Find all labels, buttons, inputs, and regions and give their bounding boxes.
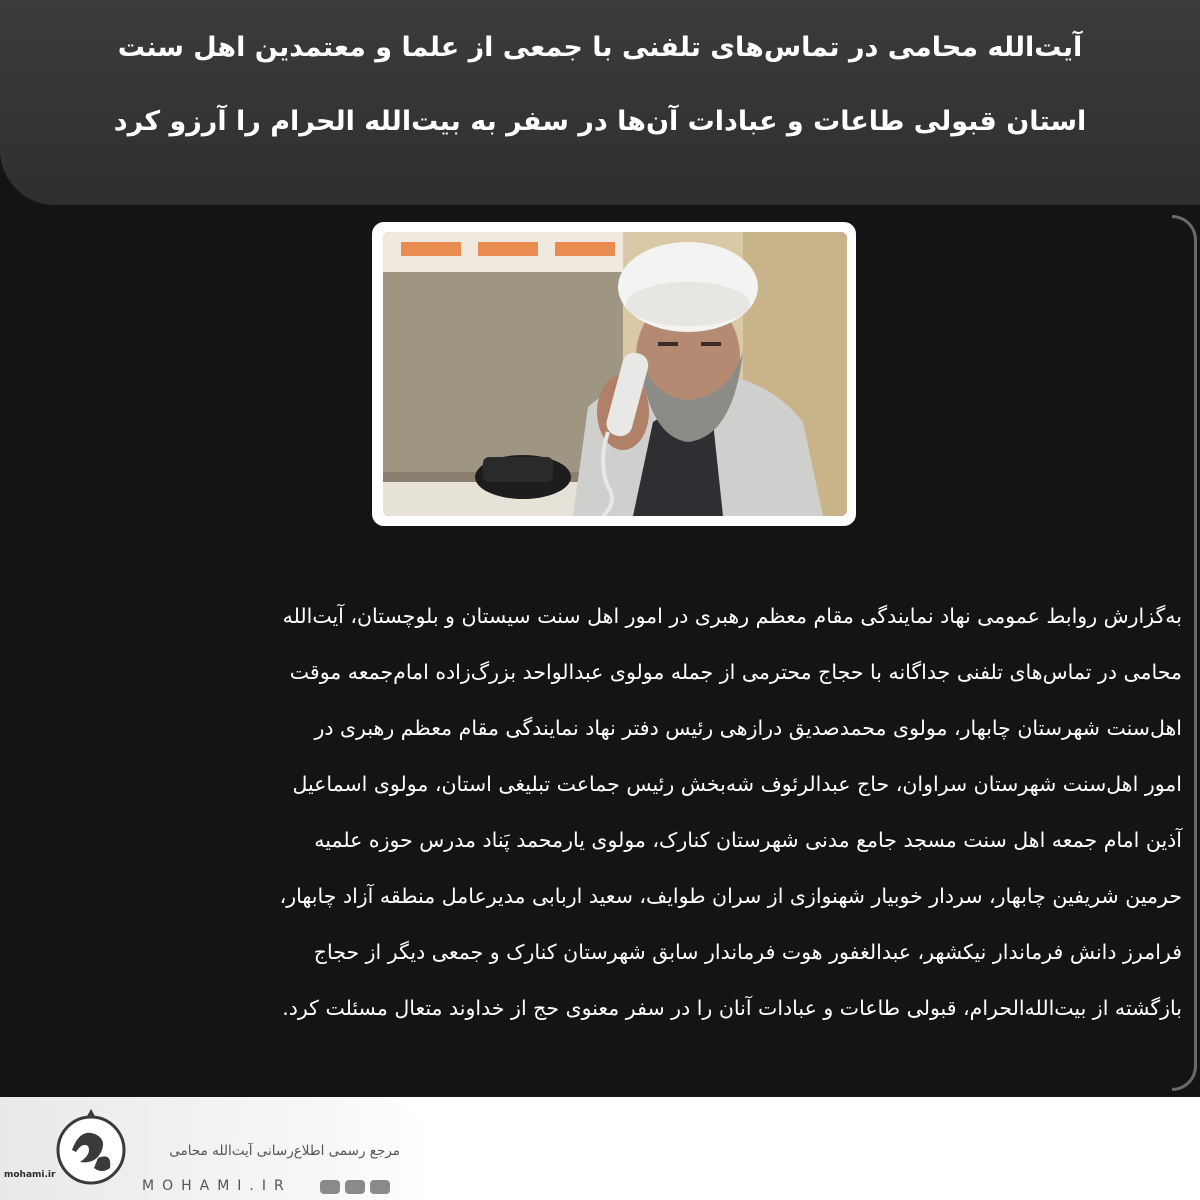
site-url[interactable]: MOHAMI.IR bbox=[142, 1178, 292, 1194]
headline-line-2: استان قبولی طاعات و عبادات آن‌ها در سفر به بیت‌الله الحرام را آرزو کرد bbox=[113, 106, 1087, 137]
article-line: حرمین شریفین چابهار، سردار خوبیار شهنوازی از سران طوایف، سعید اربابی مدیرعامل منطقه آزاد چابهار، bbox=[279, 884, 1182, 908]
camera-icon[interactable] bbox=[345, 1180, 365, 1194]
article-body bbox=[60, 588, 1182, 1036]
social-icons bbox=[320, 1180, 390, 1194]
logo-domain-tag: mohami.ir bbox=[4, 1170, 56, 1180]
headline-line-1: آیت‌الله محامی در تماس‌های تلفنی با جمعی از علما و معتمدین اهل سنت bbox=[117, 32, 1083, 63]
mohami-logo bbox=[50, 1106, 132, 1188]
video-icon[interactable] bbox=[320, 1180, 340, 1194]
article-line: امور اهل‌سنت شهرستان سراوان، حاج عبدالرئوف شه‌بخش رئیس جماعت تبلیغی استان، مولوی اسماعیل bbox=[292, 772, 1182, 796]
news-photo bbox=[383, 232, 847, 516]
official-source-text: مرجع رسمی اطلاع‌رسانی آیت‌الله محامی bbox=[169, 1143, 400, 1159]
article-line: محامی در تماس‌های تلفنی جداگانه با حجاج محترمی از جمله مولوی عبدالواحد بزرگ‌زاده امام‌جمعه موقت bbox=[289, 660, 1182, 684]
article-line: فرامرز دانش فرماندار نیکشهر، عبدالغفور هوت فرماندار سابق شهرستان کنارک و جمعی دیگر از حجاج bbox=[313, 940, 1182, 964]
article-line: بازگشته از بیت‌الله‌الحرام، قبولی طاعات و عبادات آنان را در سفر معنوی حج از خداوند متعال مسئلت کرد. bbox=[282, 996, 1182, 1020]
article-line: به‌گزارش روابط عمومی نهاد نمایندگی مقام معظم رهبری در امور اهل سنت سیستان و بلوچستان، آیت‌الله bbox=[282, 604, 1182, 628]
chat-icon[interactable] bbox=[370, 1180, 390, 1194]
article-line: اهل‌سنت شهرستان چابهار، مولوی محمدصدیق درازهی رئیس دفتر نهاد نمایندگی مقام معظم رهبری در bbox=[314, 716, 1182, 740]
article-line: آذین امام جمعه اهل سنت مسجد جامع مدنی شهرستان کنارک، مولوی یارمحمد پَناد مدرس حوزه علمیه bbox=[314, 828, 1182, 852]
header-banner bbox=[0, 0, 1200, 205]
